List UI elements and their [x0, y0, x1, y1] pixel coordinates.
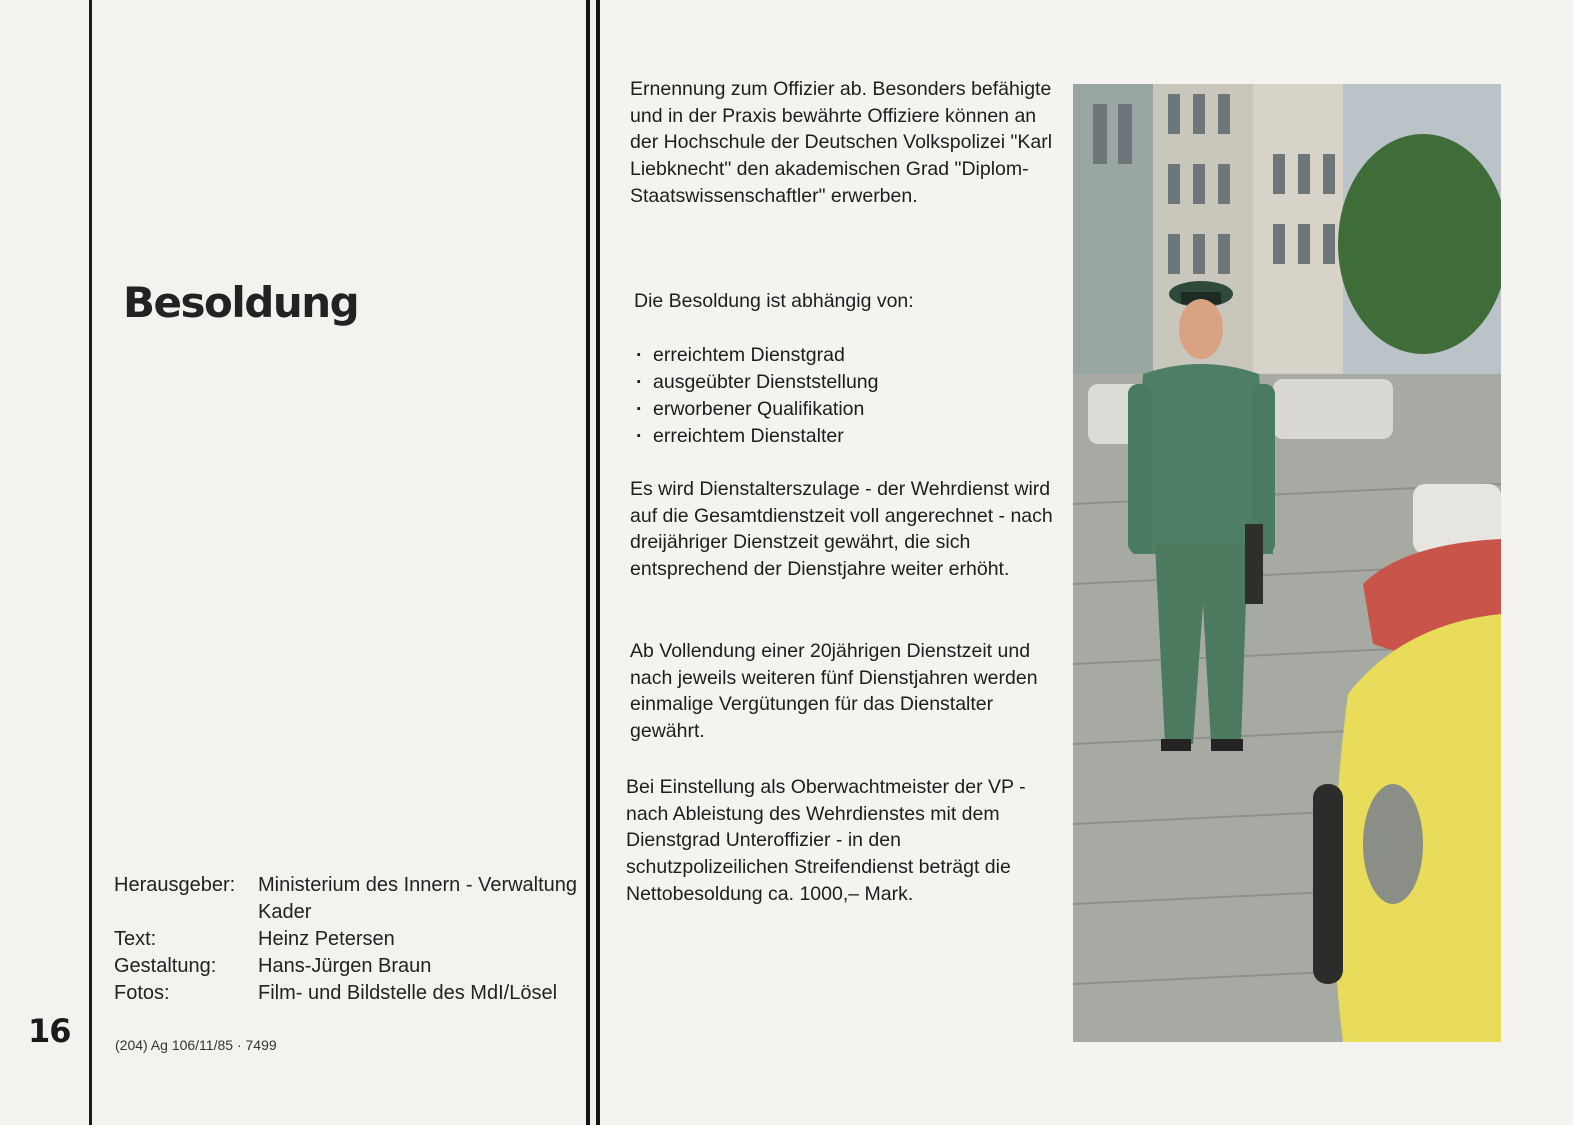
left-margin-rule	[89, 0, 92, 1125]
page-number: 16	[28, 1012, 71, 1050]
imprint-value: Hans-Jürgen Braun	[258, 955, 432, 977]
building-left	[1073, 84, 1153, 384]
imprint-label: Herausgeber:	[114, 874, 236, 896]
paragraph-academic-degree: Ernennung zum Offizier ab. Besonders befähigte und in der Praxis bewährte Offiziere können an der Hochschule der Deutschen Volkspolizei "Karl Liebknecht" den akademischen Grad "Diplom-Staatswissenschaftler" erwerben.	[630, 78, 1053, 207]
imprint-row	[114, 980, 578, 1007]
print-code: (204) Ag 106/11/85 · 7499	[115, 1037, 277, 1053]
photo-illustration	[1073, 84, 1501, 1042]
police-officer-photo	[1073, 84, 1501, 1042]
imprint-label: Gestaltung:	[114, 955, 217, 977]
pay-factors-list	[636, 342, 878, 450]
imprint-value: Heinz Petersen	[258, 928, 395, 950]
imprint-label: Text:	[114, 928, 157, 950]
list-item: · erreichtem Dienstalter	[636, 423, 878, 450]
list-item: · erworbener Qualifikation	[636, 396, 878, 423]
imprint	[114, 872, 578, 1007]
list-item: · erreichtem Dienstgrad	[636, 342, 878, 369]
paragraph-net-pay: Bei Einstellung als Oberwachtmeister der VP - nach Ableistung des Wehrdienstes mit dem Dienstgrad Unteroffizier - in den schutzpolizeilichen Streifendienst beträgt die Nettobesoldung ca. 1000,– Mark.	[626, 776, 1026, 905]
left-page	[0, 0, 586, 1125]
list-item: · ausgeübter Dienststellung	[636, 369, 878, 396]
gutter-rule	[586, 0, 590, 1125]
paragraph-pay-depends: Die Besoldung ist abhängig von:	[634, 290, 914, 312]
car-headlight	[1363, 784, 1423, 904]
imprint-value: Ministerium des Innern - Verwaltung Kader	[258, 874, 578, 923]
imprint-value: Film- und Bildstelle des MdI/Lösel	[258, 982, 558, 1004]
car-tire	[1313, 784, 1343, 984]
paragraph-service-bonus: Ab Vollendung einer 20jährigen Dienstzeit und nach jeweils weiteren fünf Dienstjahren werden einmalige Vergütungen für das Dienstalter gewährt.	[630, 640, 1038, 743]
parked-car	[1273, 379, 1393, 439]
imprint-row	[114, 953, 578, 980]
section-heading: Besoldung	[123, 278, 359, 327]
imprint-row	[114, 872, 578, 926]
imprint-label: Fotos:	[114, 982, 170, 1004]
tree	[1338, 134, 1501, 354]
paragraph-seniority-allowance: Es wird Dienstalterszulage - der Wehrdienst wird auf die Gesamtdienstzeit voll angerechnet - nach dreijähriger Dienstzeit gewährt, die sich entsprechend der Dienstjahre weiter erhöht.	[630, 478, 1053, 581]
imprint-row	[114, 926, 578, 953]
